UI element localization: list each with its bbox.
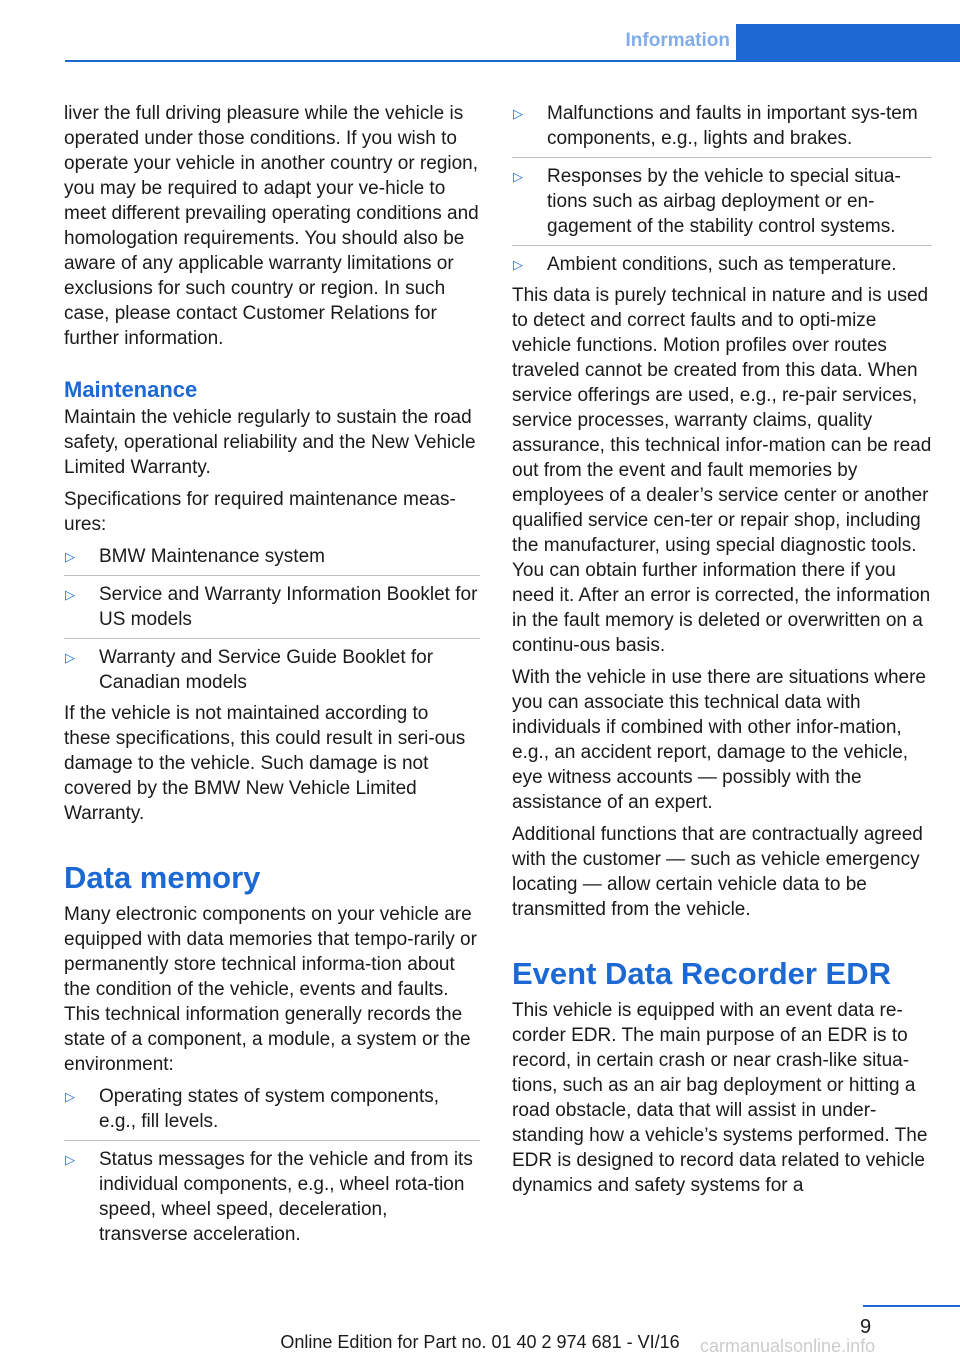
edr-paragraph: This vehicle is equipped with an event data re-corder EDR. The main purpose of an EDR is to record, in certain crash or near crash-like situa-tions, such as an air bag deployment or hitting a road obstacle, data that will assist in under-standing how a vehicle’s systems performed. The EDR is designed to record data related to vehicle dynamics and safety systems for a (512, 1000, 928, 1196)
additional-functions-paragraph: Additional functions that are contractually agreed with the customer — such as vehicle emergency locating — allow certain vehicle data to be transmitted from the vehicle. (512, 824, 923, 920)
intro-paragraph: liver the full driving pleasure while the vehicle is operated under those conditions. If you wish to operate your vehicle in another country or region, you may be required to adapt your ve-hicle to meet different prevailing operating conditions and homologation requirements. You should also be aware of any applicable warranty limitations or exclusions for such country or region. In such case, please contact Customer Relations for further information. (64, 103, 479, 349)
association-paragraph: With the vehicle in use there are situations where you can associate this technical data with individuals if combined with other infor-mation, e.g., an accident report, damage to the vehicle, eye witness accounts — possibly with the assistance of an expert. (512, 667, 926, 813)
list-item: ▷ Ambient conditions, such as temperature. (512, 245, 932, 277)
edition-footer: Online Edition for Part no. 01 40 2 974 681 - VI/16 (280, 1332, 680, 1352)
edr-heading: Event Data Recorder EDR (512, 956, 892, 991)
section-title: Information (625, 30, 730, 51)
right-column (512, 101, 932, 1205)
maintenance-paragraph-1: Maintain the vehicle regularly to sustain the road safety, operational reliability and the New Vehicle Limited Warranty. (64, 407, 476, 478)
data-memory-paragraph-1: Many electronic components on your vehicle are equipped with data memories that tempo-rarily or permanently store technical informa-tion about the condition of the vehicle, events and faults. This technical information generally records the state of a component, a module, a system or the environment: (64, 904, 477, 1075)
list-item: ▷ Malfunctions and faults in important sys-tem components, e.g., lights and brakes. (513, 103, 918, 149)
bullet-triangle-icon: ▷ (65, 1089, 75, 1104)
list-item: ▷ Warranty and Service Guide Booklet for Canadian models (64, 638, 480, 695)
list-item: ▷ Responses by the vehicle to special situa-tions such as airbag deployment or en-gagement of the stability control systems. (512, 157, 932, 239)
left-column (64, 101, 480, 1253)
bullet-triangle-icon: ▷ (513, 257, 523, 272)
page-number: 9 (860, 1316, 872, 1338)
bullet-triangle-icon: ▷ (65, 549, 75, 564)
maintenance-paragraph-2: Specifications for required maintenance meas-ures: (64, 489, 456, 535)
watermark: carmanualsonline.info (700, 1336, 876, 1356)
bullet-triangle-icon: ▷ (513, 169, 523, 184)
data-memory-list-continued (512, 101, 932, 277)
list-item: ▷ BMW Maintenance system (65, 546, 325, 567)
footer-rule (863, 1305, 960, 1307)
bullet-triangle-icon: ▷ (513, 106, 523, 121)
maintenance-list (64, 544, 480, 695)
list-item: ▷ Service and Warranty Information Booklet for US models (64, 575, 480, 632)
maintenance-heading: Maintenance (64, 377, 198, 402)
list-item: ▷ Status messages for the vehicle and from its individual components, e.g., wheel rota-tion speed, wheel speed, deceleration, transverse acceleration. (64, 1140, 480, 1247)
header-color-block (736, 24, 960, 61)
bullet-triangle-icon: ▷ (65, 587, 75, 602)
maintenance-paragraph-3: If the vehicle is not maintained according to these specifications, this could result in seri-ous damage to the vehicle. Such damage is not covered by the BMW New Vehicle Limited Warranty. (64, 703, 466, 824)
data-memory-list (64, 1084, 480, 1247)
technical-data-paragraph: This data is purely technical in nature and is used to detect and correct faults and to opti-mize vehicle functions. Motion profiles over routes traveled cannot be created from this data. When service offerings are used, e.g., re-pair services, service processes, warranty claims, quality assurance, this technical infor-mation can be read out from the event and fault memories by employees of a dealer’s service center or another qualified service cen-ter or repair shop, including the manufacturer, using special diagnostic tools. You can obtain further information there if you need it. After an error is corrected, the information in the fault memory is deleted or overwritten on a continu-ous basis. (512, 285, 932, 656)
bullet-triangle-icon: ▷ (65, 1152, 75, 1167)
data-memory-heading: Data memory (64, 860, 261, 895)
bullet-triangle-icon: ▷ (65, 650, 75, 665)
list-item: ▷ Operating states of system components, e.g., fill levels. (65, 1086, 440, 1132)
